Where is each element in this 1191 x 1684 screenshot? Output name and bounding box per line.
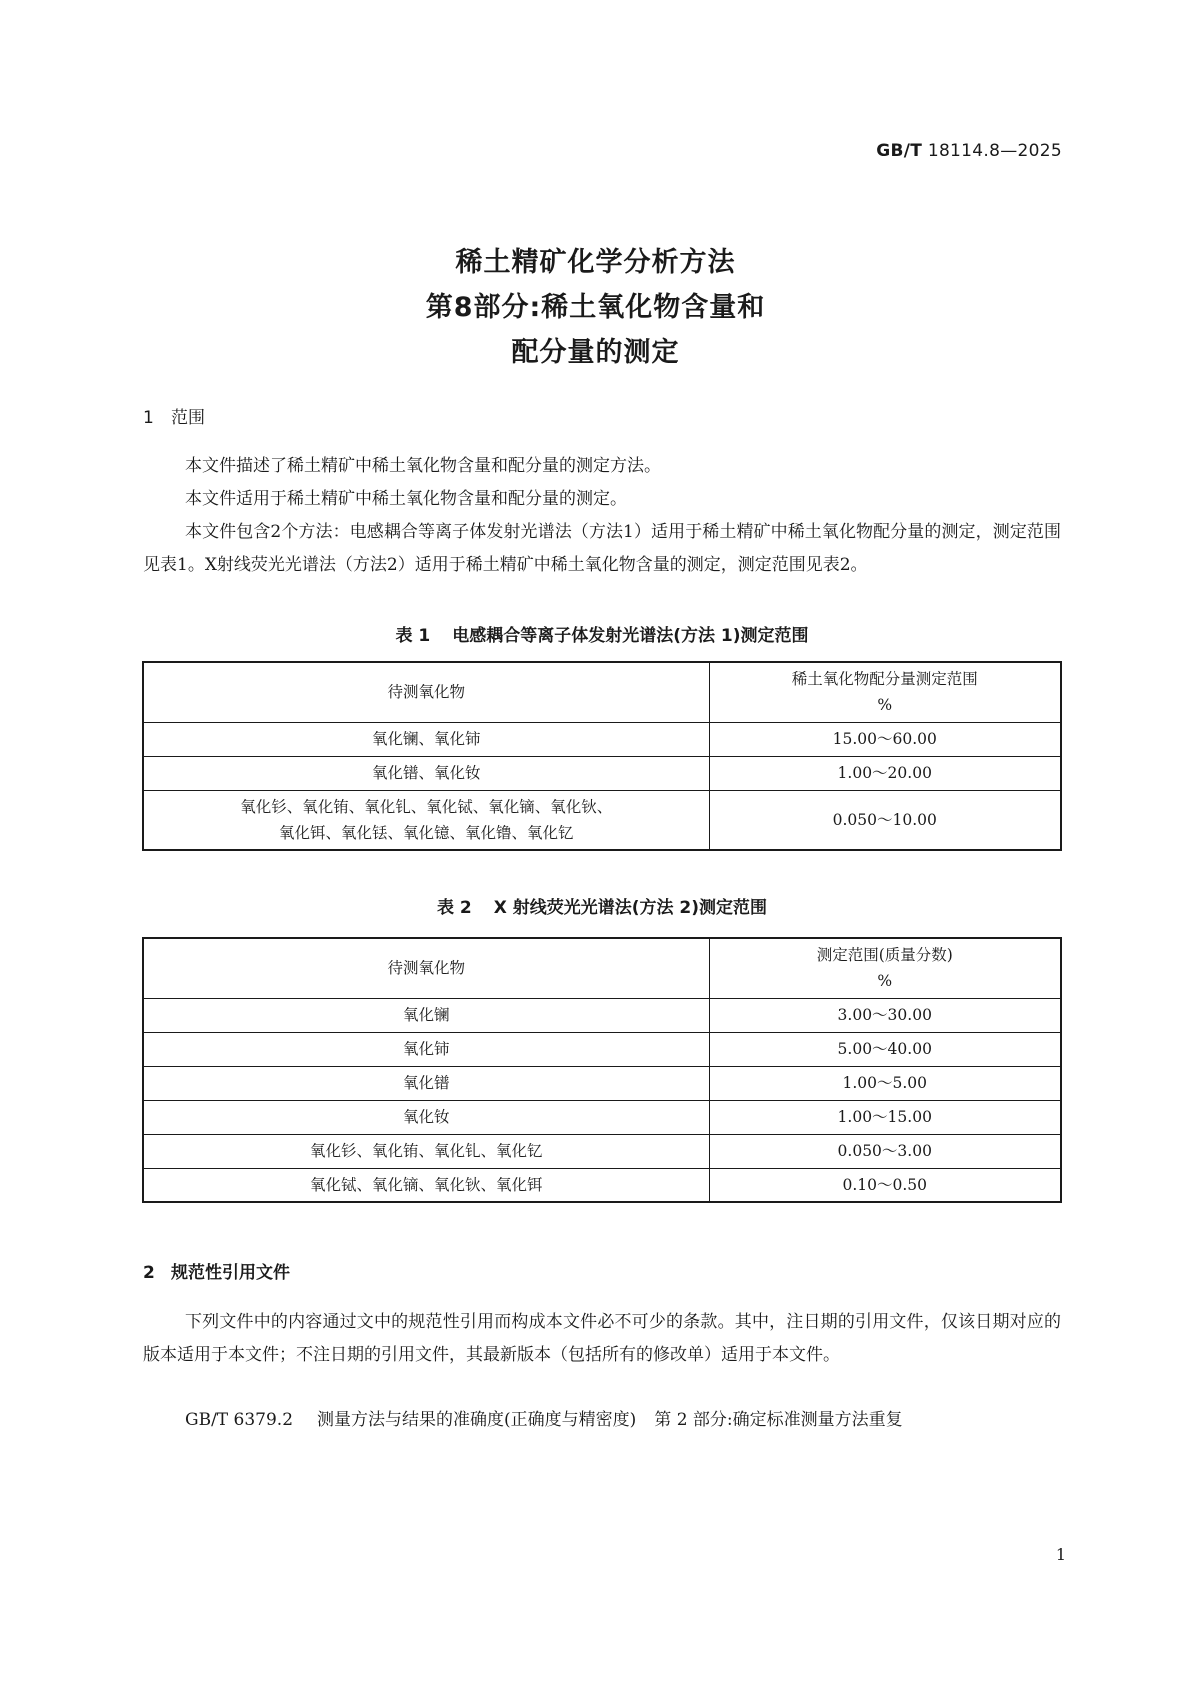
table-row: [143, 1168, 1061, 1202]
table-1-row-2-range: 1.00～20.00: [709, 756, 1061, 790]
section-2-heading: [143, 1258, 290, 1283]
table-row: [143, 722, 1061, 756]
table-row: [143, 1066, 1061, 1100]
section-1-paragraph-1: 本文件描述了稀土精矿中稀土氧化物含量和配分量的测定方法。: [185, 456, 661, 476]
title-line-3: 配分量的测定: [511, 337, 680, 368]
standard-prefix: GB/T: [876, 141, 923, 161]
standard-code: [876, 141, 1062, 161]
table-2-row-3-oxide: 氧化镨: [143, 1066, 709, 1100]
table-1-header-row: [143, 662, 1061, 722]
section-2-title: 规范性引用文件: [171, 1263, 290, 1283]
title-line-1: 稀土精矿化学分析方法: [455, 247, 736, 278]
section-1-paragraph-2: 本文件适用于稀土精矿中稀土氧化物含量和配分量的测定。: [185, 489, 627, 509]
table-2-row-4-oxide: 氧化钕: [143, 1100, 709, 1134]
table-2-number: 表 2: [436, 898, 472, 918]
table-2-row-1-range: 3.00～30.00: [709, 998, 1061, 1032]
section-1-number: 1: [143, 408, 154, 428]
table-2-header-oxide: 待测氧化物: [143, 938, 709, 998]
table-2-title: X 射线荧光光谱法(方法 2)测定范围: [493, 898, 768, 918]
table-2-row-2-range: 5.00～40.00: [709, 1032, 1061, 1066]
reference-title: 测量方法与结果的准确度(正确度与精密度): [317, 1410, 637, 1430]
section-1-paragraph-3: 本文件包含2个方法：电感耦合等离子体发射光谱法（方法1）适用于稀土精矿中稀土氧化物配分量的测定，测定范围见表1。X射线荧光光谱法（方法2）适用于稀土精矿中稀土氧化物含量的测定，测定范围见表2。: [143, 522, 1061, 575]
table-2: [142, 937, 1062, 1203]
table-row: [143, 998, 1061, 1032]
page-number: 1: [1055, 1545, 1066, 1564]
table-2-row-5-oxide: 氧化钐、氧化铕、氧化钆、氧化钇: [143, 1134, 709, 1168]
table-1-row-3-range: 0.050～10.00: [709, 790, 1061, 850]
table-1-row-1-oxide: 氧化镧、氧化铈: [143, 722, 709, 756]
document-title: [0, 240, 1191, 375]
table-1-header-range-label: 稀土氧化物配分量测定范围: [791, 670, 978, 689]
table-2-header-range: [709, 938, 1061, 998]
table-row: [143, 1032, 1061, 1066]
table-2-header-row: [143, 938, 1061, 998]
standard-number: 18114.8—2025: [927, 141, 1062, 161]
table-2-row-2-oxide: 氧化铈: [143, 1032, 709, 1066]
table-1-row-3-oxide: [143, 790, 709, 850]
table-row: [143, 756, 1061, 790]
table-2-row-4-range: 1.00～15.00: [709, 1100, 1061, 1134]
reference-part: 第 2 部分:确定标准测量方法重复: [654, 1410, 903, 1430]
section-2-paragraph: 下列文件中的内容通过文中的规范性引用而构成本文件必不可少的条款。其中，注日期的引用文件，仅该日期对应的版本适用于本文件；不注日期的引用文件，其最新版本（包括所有的修改单）适用于本文件。: [143, 1312, 1061, 1365]
title-line-2: 第8部分:稀土氧化物含量和: [425, 292, 766, 323]
section-2-body: [143, 1306, 1061, 1372]
table-row: [143, 1134, 1061, 1168]
section-1-title: 范围: [171, 408, 205, 428]
table-1-row-3-oxide-line-2: 氧化铒、氧化铥、氧化镱、氧化镥、氧化钇: [278, 823, 574, 842]
table-1-row-2-oxide: 氧化镨、氧化钕: [143, 756, 709, 790]
section-1-body: [143, 450, 1061, 582]
table-1-row-3-oxide-line-1: 氧化钐、氧化铕、氧化钆、氧化铽、氧化镝、氧化钬、: [240, 797, 613, 816]
table-2-row-6-range: 0.10～0.50: [709, 1168, 1061, 1202]
table-2-header-range-unit: %: [877, 972, 893, 991]
table-1: [142, 661, 1062, 851]
section-2-number: 2: [143, 1263, 155, 1283]
table-2-row-3-range: 1.00～5.00: [709, 1066, 1061, 1100]
reference-code: GB/T 6379.2: [185, 1410, 294, 1430]
table-1-header-range: [709, 662, 1061, 722]
table-1-title: 电感耦合等离子体发射光谱法(方法 1)测定范围: [452, 626, 809, 646]
table-2-row-1-oxide: 氧化镧: [143, 998, 709, 1032]
table-1-header-oxide: 待测氧化物: [143, 662, 709, 722]
table-row: [143, 790, 1061, 850]
table-1-number: 表 1: [395, 626, 431, 646]
table-row: [143, 1100, 1061, 1134]
normative-reference: [185, 1404, 1065, 1437]
table-1-header-range-unit: %: [877, 696, 893, 715]
section-1-heading: [143, 403, 205, 428]
table-2-header-range-label: 测定范围(质量分数): [816, 946, 953, 965]
table-2-caption: [143, 893, 1061, 918]
table-2-row-6-oxide: 氧化铽、氧化镝、氧化钬、氧化铒: [143, 1168, 709, 1202]
table-2-row-5-range: 0.050～3.00: [709, 1134, 1061, 1168]
table-1-caption: [143, 621, 1061, 646]
table-1-row-1-range: 15.00～60.00: [709, 722, 1061, 756]
